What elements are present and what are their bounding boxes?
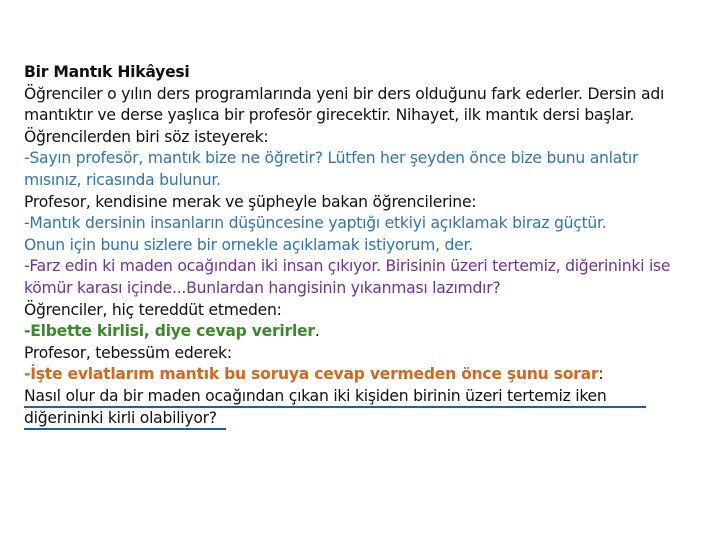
intro-line-3: Öğrencilerden biri söz isteyerek:: [24, 127, 269, 146]
question-mark: ?: [208, 408, 217, 427]
question-line-1: [24, 386, 718, 408]
student-question-line-2: mısınız, ricasında bulunur.: [24, 170, 221, 189]
question-line-1-text: Nasıl olur da bir maden ocağından çıkan iki kişiden birinin üzeri tertemiz iken: [24, 386, 607, 405]
intro-line-1: Öğrenciler o yılın ders programlarında yeni bir ders olduğunu fark ederler. Dersin adı: [24, 84, 665, 103]
students-answer-text: -Elbette kirlisi, diye cevap verirler: [24, 322, 315, 341]
students-answer-line: [24, 321, 718, 343]
professor-reply-line-1: -Mantık dersinin insanların düşüncesine yaptığı etkiyi açıklamak biraz güçtür.: [24, 214, 607, 233]
question-line-2: [24, 408, 718, 430]
professor-smile-line: Profesor, tebessüm ederek:: [24, 343, 232, 362]
question-underline-2: [24, 428, 226, 430]
students-reply-intro-line: Öğrenciler, hiç tereddüt etmeden:: [24, 300, 282, 319]
puzzle-line-2: kömür karası içinde...Bunlardan hangisinin yıkanması lazımdır?: [24, 278, 501, 297]
professor-final-text: -İşte evlatlarım mantık bu soruya cevap vermeden önce şunu sorar: [24, 365, 599, 384]
intro-line-2: mantıktır ve derse yaşlıca bir profesör girecektir. Nihayet, ilk mantık dersi başlar.: [24, 106, 635, 125]
student-question-line-1: -Sayın profesör, mantık bize ne öğretir? Lütfen her şeyden önce bize bunu anlatır: [24, 149, 639, 168]
professor-reply-line-2: Onun için bunu sizlere bir ornekle açıklamak istiyorum, der.: [24, 235, 473, 254]
question-line-2-text: diğerininki kirli olabiliyor: [24, 408, 209, 427]
puzzle-line-1: -Farz edin ki maden ocağından iki insan çıkıyor. Birisinin üzeri tertemiz, diğerininki ise: [24, 257, 671, 276]
story-title: Bir Mantık Hikâyesi: [24, 63, 190, 81]
professor-final-line: [24, 364, 718, 386]
students-answer-period: .: [314, 322, 320, 341]
professor-final-colon: :: [598, 365, 604, 384]
story-document: [24, 62, 718, 429]
professor-intro-line: Profesor, kendisine merak ve şüpheyle bakan öğrencilerine:: [24, 192, 477, 211]
